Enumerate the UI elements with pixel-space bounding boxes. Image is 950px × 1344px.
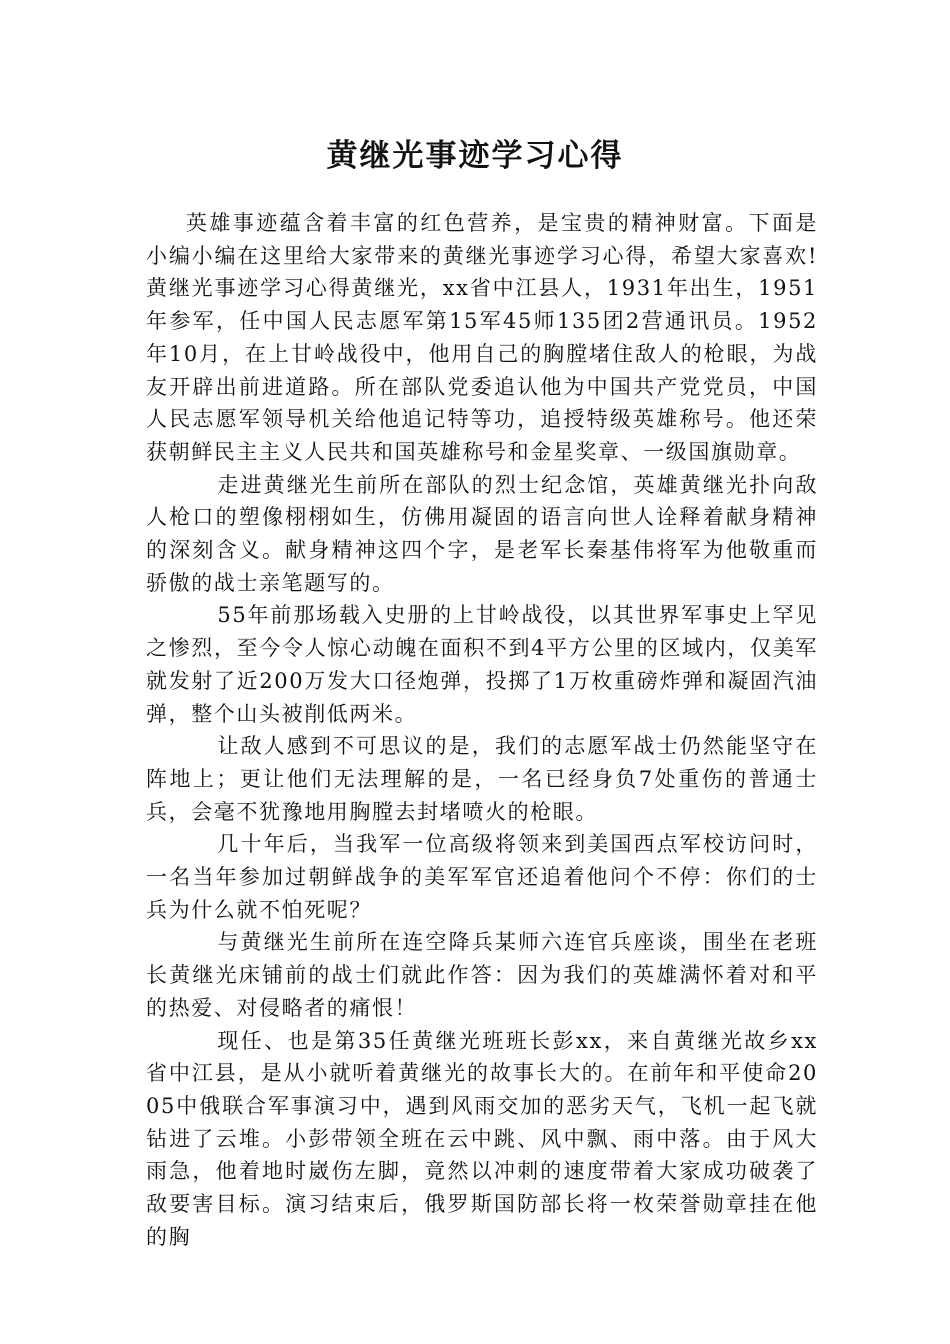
document-body bbox=[146, 207, 818, 1254]
paragraph-battle: 55年前那场载入史册的上甘岭战役，以其世界军事史上罕见之惨烈，至今令人惊心动魄在面积不到4平方公里的区域内，仅美军就发射了近200万发大口径炮弹，投掷了1万枚重磅炸弹和凝固汽油弹，整个山头被削低两米。 bbox=[146, 603, 818, 726]
paragraph-memorial: 走进黄继光生前所在部队的烈士纪念馆，英雄黄继光扑向敌人枪口的塑像栩栩如生，仿佛用凝固的语言向世人诠释着献身精神的深刻含义。献身精神这四个字，是老军长秦基伟将军为他敬重而骄傲的战士亲笔题写的。 bbox=[146, 472, 818, 595]
paragraph-company-talk: 与黄继光生前所在连空降兵某师六连官兵座谈，围坐在老班长黄继光床铺前的战士们就此作答：因为我们的英雄满怀着对和平的热爱、对侵略者的痛恨！ bbox=[146, 930, 818, 1020]
paragraph-intro: 英雄事迹蕴含着丰富的红色营养，是宝贵的精神财富。下面是小编小编在这里给大家带来的黄继光事迹学习心得，希望大家喜欢!黄继光事迹学习心得黄继光，xx省中江县人，1931年出生，1951年参军，任中国人民志愿军第15军45师135团2营通讯员。1952年10月，在上甘岭战役中，他用自己的胸膛堵住敌人的枪眼，为战友开辟出前进道路。所在部队党委追认他为中国共产党党员，中国人民志愿军领导机关给他追记特等功，追授特级英雄称号。他还荣获朝鲜民主主义人民共和国英雄称号和金星奖章、一级国旗勋章。 bbox=[146, 211, 818, 464]
paragraph-west-point: 几十年后，当我军一位高级将领来到美国西点军校访问时，一名当年参加过朝鲜战争的美军军官还追着他问个不停：你们的士兵为什么就不怕死呢？ bbox=[146, 832, 818, 922]
paragraph-squad-leader: 现任、也是第35任黄继光班班长彭xx，来自黄继光故乡xx省中江县，是从小就听着黄继光的故事长大的。在前年和平使命2005中俄联合军事演习中，遇到风雨交加的恶劣天气，飞机一起飞就钻进了云堆。小彭带领全班在云中跳、风中飘、雨中落。由于风大雨急，他着地时崴伤左脚，竟然以冲刺的速度带着大家成功破袭了敌要害目标。演习结束后，俄罗斯国防部长将一枚荣誉勋章挂在他的胸 bbox=[146, 1028, 818, 1249]
paragraph-enemy-puzzled: 让敌人感到不可思议的是，我们的志愿军战士仍然能坚守在阵地上；更让他们无法理解的是，一名已经身负7处重伤的普通士兵，会毫不犹豫地用胸膛去封堵喷火的枪眼。 bbox=[146, 734, 818, 824]
document-title: 黄继光事迹学习心得 bbox=[326, 138, 624, 174]
